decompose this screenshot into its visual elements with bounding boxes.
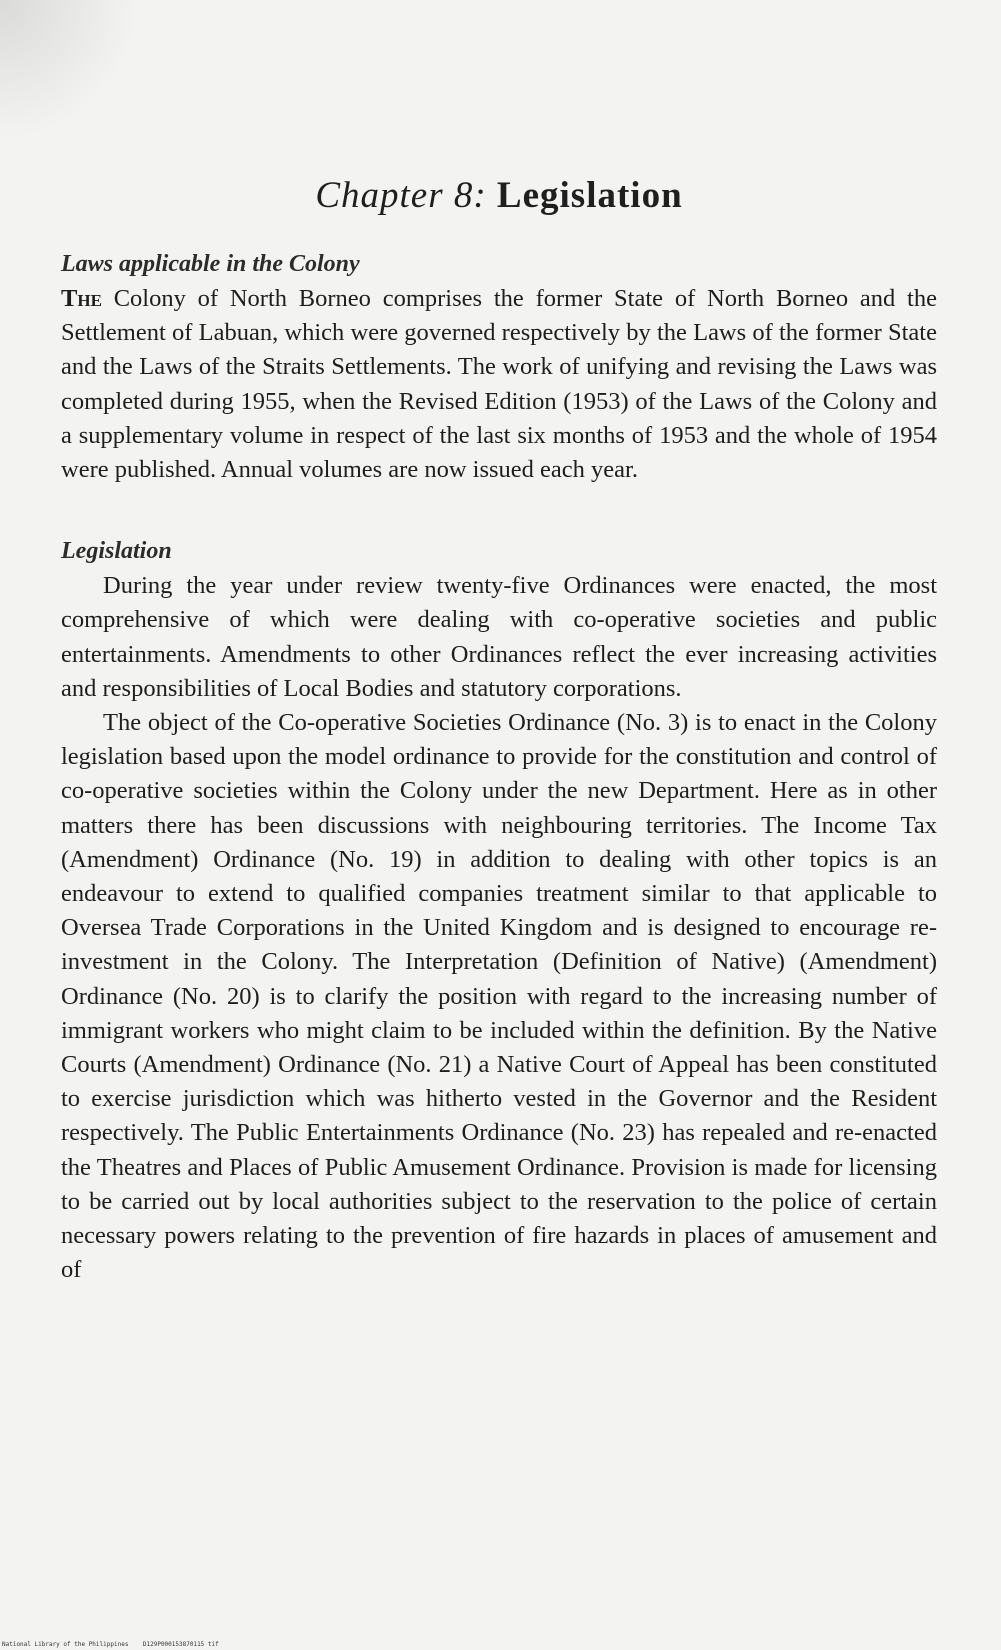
paragraph-legislation-1: During the year under review twenty-five Ordinances were enacted, the most comprehensive of which were dealing with co-operative societies and public entertainments. Amendments to other Ordinances reflect the ever increasing activities and responsibilities of Local Bodies and statutory corporations. <box>61 572 937 702</box>
chapter-title <box>61 168 937 224</box>
section-heading-laws-applicable: Laws applicable in the Colony <box>61 251 360 277</box>
paragraph-laws-applicable <box>61 282 937 487</box>
page-content <box>61 168 937 1287</box>
paragraph-legislation-2: The object of the Co-operative Societies Ordinance (No. 3) is to enact in the Colony legislation based upon the model ordinance to provide for the constitution and control of co-operative societies within the Colony under the new Department. Here as in other matters there has been discussions with neighbouring territories. The Income Tax (Amendment) Ordinance (No. 19) in addition to dealing with other topics is an endeavour to extend to qualified companies treatment similar to that applicable to Oversea Trade Corporations in the United Kingdom and is designed to encourage re-investment in the Colony. The Interpretation (Definition of Native) (Amendment) Ordinance (No. 20) is to clarify the position with regard to the increasing number of immigrant workers who might claim to be included within the definition. By the Native Courts (Amendment) Ordinance (No. 21) a Native Court of Appeal has been constituted to exercise jurisdiction which was hitherto vested in the Governor and the Resident respectively. The Public Entertainments Ordinance (No. 23) has repealed and re-enacted the Theatres and Places of Public Amusement Ordinance. Provision is made for licensing to be carried out by local authorities subject to the reservation to the police of certain necessary powers relating to the prevention of fire hazards in places of amusement and of <box>61 709 937 1284</box>
page-shadow <box>0 0 140 140</box>
paragraph-lead-word: The <box>61 285 102 312</box>
section-heading-legislation: Legislation <box>61 538 172 565</box>
paragraph-text: Colony of North Borneo comprises the former State of North Borneo and the Settlement of Labuan, which were governed respectively by the Laws of the former State and the Laws of the Straits Settlements. The work of unifying and revising the Laws was completed during 1955, when the Revised Edition (1953) of the Laws of the Colony and a supplementary volume in respect of the last six months of 1953 and the whole of 1954 were published. Annual volumes are now issued each year. <box>61 285 937 484</box>
scan-footer: National Library of the Philippines D129P000153870115 tif <box>2 1641 219 1648</box>
chapter-title-text: Legislation <box>496 175 683 216</box>
chapter-label: Chapter 8: <box>315 175 487 216</box>
